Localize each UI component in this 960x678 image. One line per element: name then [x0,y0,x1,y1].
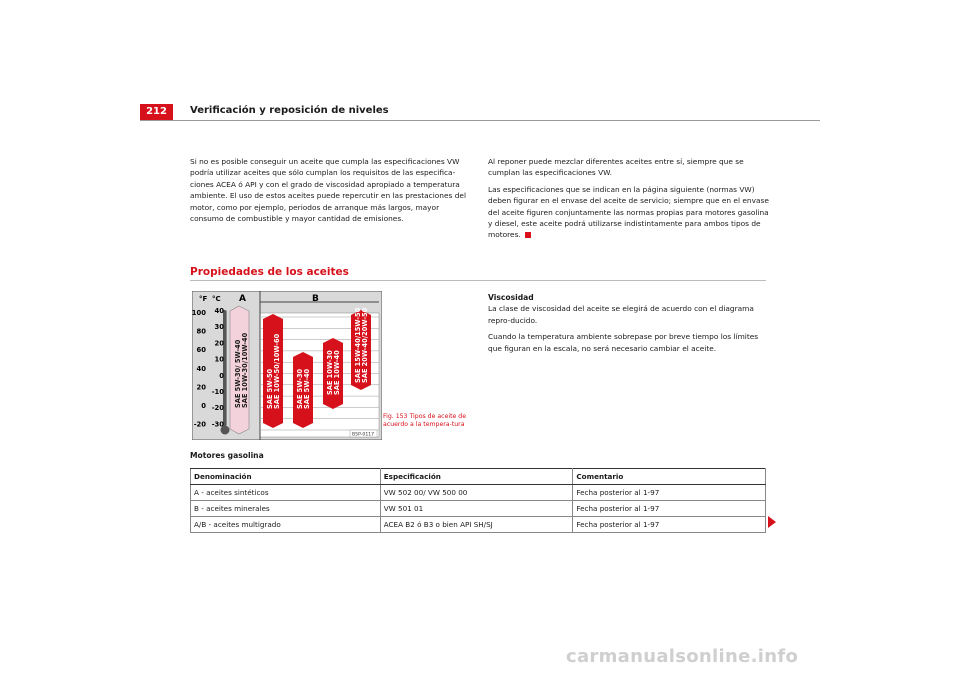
celsius-tick-label: 30 [214,323,224,332]
viscosity-paragraph-1: La clase de viscosidad del aceite se elegirá de acuerdo con el diagrama repro-ducido. [488,304,754,325]
celsius-tick-label: 20 [214,339,224,348]
header-especificacion: Especificación [380,469,573,485]
header-comentario: Comentario [573,469,766,485]
header-denominacion: Denominación [191,469,381,485]
celsius-tick-label: -10 [211,388,224,396]
fahrenheit-tick-label: 80 [196,327,206,336]
bar-b1-label-2: SAE 10W-50/10W-60 [273,333,281,409]
fahrenheit-tick-label: 20 [196,383,206,392]
table-row [191,517,766,533]
celsius-tick-label: -20 [211,404,224,413]
fahrenheit-tick-label: 0 [201,402,206,410]
column-b-label: B [312,294,319,304]
table-row [191,501,766,517]
fahrenheit-tick-label: 100 [192,309,206,317]
bar-b4-label-1: SAE 15W-40/15W-50 [354,307,362,383]
cell-denominacion: B - aceites minerales [191,501,381,517]
bar-b4-label-2: SAE 20W-40/20W-50 [361,307,369,383]
cell-comentario: Fecha posterior al 1-97 [573,517,766,533]
oil-spec-table [190,468,766,533]
celsius-tick-label: 10 [214,355,224,364]
figure-caption: Fig. 153 Tipos de aceite de acuerdo a la tempera-tura [383,413,467,428]
viscosity-paragraph-2: Cuando la temperatura ambiente sobrepase por breve tiempo los límites que figuran en la escala, no será necesario cambiar el aceite. [488,332,759,353]
intro-right-paragraph-2 [488,184,770,241]
bar-b2-label-2: SAE 5W-40 [303,368,311,409]
celsius-tick-label: 0 [219,371,224,380]
intro-left [190,156,468,229]
cell-especificacion: VW 502 00/ VW 500 00 [380,485,573,501]
cell-especificacion: ACEA B2 ó B3 o bien API SH/SJ [380,517,573,533]
bar-b3-label-1: SAE 10W-30 [326,350,334,395]
table-header-row [191,469,766,485]
unit-fahrenheit: °F [199,295,208,303]
intro-right [488,156,770,246]
intro-right-paragraph-1: Al reponer puede mezclar diferentes aceites entre sí, siempre que se cumplan las especificaciones VW. [488,157,744,178]
page-number: 212 [140,104,173,120]
bar-b1-label-1: SAE 5W-50 [266,368,274,409]
oil-temperature-figure [192,291,382,440]
viscosity-section [488,292,770,359]
bar-a-label-1: SAE 5W-30/ 5W-40 [234,339,242,408]
section-rule [190,280,766,281]
fahrenheit-tick-label: -20 [193,420,206,429]
cell-denominacion: A/B - aceites multigrado [191,517,381,533]
table-row [191,485,766,501]
table-title: Motores gasolina [190,451,264,460]
cell-denominacion: A - aceites sintéticos [191,485,381,501]
figure-code: B5P-0117 [352,432,375,438]
cell-comentario: Fecha posterior al 1-97 [573,485,766,501]
bar-a-label-2: SAE 10W-30/10W-40 [241,332,249,408]
intro-right-paragraph-2-text: Las especificaciones que se indican en la página siguiente (normas VW) deben figurar en el envase del aceite de servicio; siempre que en el envase del aceite figuren conjuntamente las normas propias para motores gasolina y diesel, este aceite podrá utilizarse indistintamente para ambos tipos de motores. [488,184,769,240]
watermark: carmanualsonline.info [566,646,799,667]
intro-left-paragraph: Si no es posible conseguir un aceite que cumpla las especificaciones VW podría utilizar aceites que sólo cumplan los requisitos de las especifica-ciones ACEA ó API y con el grado de viscosidad apropiado a temperatura ambiente. El uso de estos aceites puede repercutir en las prestaciones del motor, como por ejemplo, periodos de arranque más largos, mayor consumo de combustible y mayor cantidad de emisiones. [190,157,467,224]
fahrenheit-tick-label: 60 [196,346,206,355]
cell-comentario: Fecha posterior al 1-97 [573,501,766,517]
end-of-section-icon [525,232,531,238]
viscosity-heading: Viscosidad [488,293,534,302]
cell-especificacion: VW 501 01 [380,501,573,517]
fahrenheit-tick-label: 40 [196,364,206,373]
celsius-tick-label: -30 [211,420,224,429]
bar-b2-label-1: SAE 5W-30 [296,368,304,409]
unit-celsius: °C [212,295,221,303]
bar-b3-label-2: SAE 10W-40 [333,350,341,395]
celsius-tick-label: 40 [214,307,224,315]
column-a-label: A [239,294,246,304]
oil-chart-svg [192,291,382,440]
header-rule [140,120,820,121]
continue-arrow-icon [768,516,776,528]
section-title: Propiedades de los aceites [190,266,349,278]
chapter-title: Verificación y reposición de niveles [190,105,389,116]
